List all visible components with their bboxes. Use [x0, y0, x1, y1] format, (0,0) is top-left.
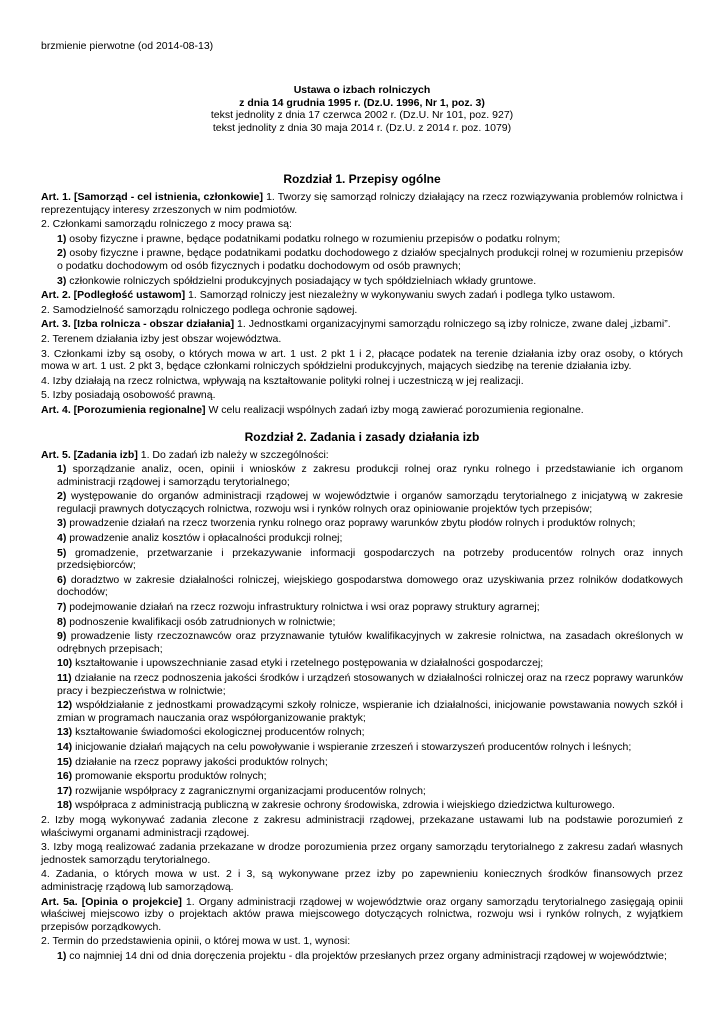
act-title: Ustawa o izbach rolniczych	[293, 84, 431, 96]
art3-ust4: 4. Izby działają na rzecz rolnictwa, wpływają na kształtowanie polityki rolnej i uczestniczą w jej realizacji.	[41, 374, 524, 387]
art1-point-1: 1) osoby fizyczne i prawne, będące podatnikami podatku rolnego w rozumieniu przepisów o podatku rolnym;	[57, 232, 561, 245]
art5-point-1: 1) sporządzanie analiz, ocen, opinii i wniosków z zakresu produkcji rolnej oraz rynku rolnego i przedstawianie ich organom administracji rządowej i samorządu terytorialnego;	[57, 463, 683, 488]
art5a-heading: Art. 5a. [Opinia o projekcie]	[41, 895, 182, 908]
art3-ust1: Art. 3. [Izba rolnicza - obszar działania] 1. Jednostkami organizacyjnymi samorządu rolniczego są izby rolnicze, zwane dalej „izbami”.	[41, 318, 671, 331]
art1-ust1: Art. 1. [Samorząd - cel istnienia, członkowie] 1. Tworzy się samorząd rolniczy działający na rzecz rozwiązywania problemów rolnictwa i reprezentujący interesy zrzeszonych w nim podmiotów.	[41, 191, 684, 216]
version-status: brzmienie pierwotne (od 2014-08-13)	[41, 40, 214, 52]
art1-heading: Art. 1. [Samorząd - cel istnienia, członkowie]	[41, 191, 264, 203]
art5-point-13: 13) kształtowanie świadomości ekologicznej producentów rolnych;	[57, 726, 365, 739]
art5-point-14: 14) inicjowanie działań mających na celu powoływanie i wspieranie zrzeszeń i stowarzyszeń producentów rolnych i leśnych;	[57, 740, 632, 753]
art5-point-3: 3) prowadzenie działań na rzecz tworzenia rynku rolnego oraz poprawy warunków zbytu płodów rolnych i produktów rolnych;	[57, 517, 636, 530]
art2-heading: Art. 2. [Podległość ustawom]	[41, 289, 186, 302]
art5a-point-1: 1) co najmniej 14 dni od dnia doręczenia projektu - dla projektów przesłanych przez organy administracji rządowej w województwie;	[57, 949, 667, 962]
act-header	[41, 84, 683, 134]
art5-ust2: 2. Izby mogą wykonywać zadania zlecone z zakresu administracji rządowej, przekazane ustawami lub na podstawie porozumień z właściwymi organami administracji rządowej.	[41, 813, 683, 839]
consolidated-text-1: tekst jednolity z dnia 17 czerwca 2002 r. (Dz.U. Nr 101, poz. 927)	[210, 109, 514, 122]
art3-ust3: 3. Członkami izby są osoby, o których mowa w art. 1 ust. 2 pkt 1 i 2, płacące podatek na terenie działania izby oraz osoby, o których mowa w art. 1 ust. 2 pkt 3, będące członkami rolniczych spółdzielni produkcyjnych, mających siedzibę na terenie działania izby.	[41, 347, 683, 373]
art2-ust1: Art. 2. [Podległość ustawom] 1. Samorząd rolniczy jest niezależny w wykonywaniu swych zadań i podlega tylko ustawom.	[41, 289, 616, 302]
art1-point-2: 2) osoby fizyczne i prawne, będące podatnikami podatku dochodowego z działów specjalnych produkcji rolnej w rozumieniu przepisów o podatku dochodowym od osób fizycznych i podatku dochodowym od osób prawnych;	[57, 247, 683, 272]
art5-point-15: 15) działanie na rzecz poprawy jakości produktów rolnych;	[57, 755, 328, 768]
art5-point-11: 11) działanie na rzecz podnoszenia jakości środków i urządzeń stosowanych w działalności rolniczej oraz na rzecz poprawy warunków pracy i bezpieczeństwa w rolnictwie;	[57, 672, 683, 697]
art1-point-3: 3) członkowie rolniczych spółdzielni produkcyjnych posiadający w tych spółdzielniach wkłady gruntowe.	[57, 274, 537, 287]
art5a-ust2: 2. Termin do przedstawienia opinii, o której mowa w ust. 1, wynosi:	[41, 935, 351, 948]
art5-point-7: 7) podejmowanie działań na rzecz rozwoju infrastruktury rolnictwa i wsi oraz poprawy struktury agrarnej;	[57, 601, 540, 614]
art2-ust2: 2. Samodzielność samorządu rolniczego podlega ochronie sądowej.	[41, 303, 358, 316]
art5-point-12: 12) współdziałanie z jednostkami prowadzącymi szkoły rolnicze, wspieranie ich działalności, inicjowanie powstawania nowych szkół i zmian w programach nauczania oraz współorganizowanie praktyk;	[57, 699, 683, 724]
art5-point-4: 4) prowadzenie analiz kosztów i opłacalności produkcji rolnej;	[57, 532, 343, 545]
document-body	[41, 172, 683, 964]
art5-point-10: 10) kształtowanie i upowszechnianie zasad etyki i rzetelnego postępowania w działalności gospodarczej;	[57, 657, 544, 670]
art3-ust2: 2. Terenem działania izby jest obszar województwa.	[41, 332, 282, 345]
act-date-line: z dnia 14 grudnia 1995 r. (Dz.U. 1996, Nr 1, poz. 3)	[239, 96, 485, 109]
art5-heading: Art. 5. [Zadania izb]	[41, 448, 138, 461]
art5-point-5: 5) gromadzenie, przetwarzanie i przekazywanie informacji gospodarczych na potrzeby producentów rolnych oraz innych przedsiębiorców;	[57, 546, 683, 572]
art1-ust2: 2. Członkami samorządu rolniczego z mocy prawa są:	[41, 218, 292, 231]
art4-text: Art. 4. [Porozumienia regionalne] W celu realizacji wspólnych zadań izby mogą zawierać porozumienia regionalne.	[41, 403, 584, 416]
art5-ust3: 3. Izby mogą realizować zadania przekazane w drodze porozumienia przez organy samorządu terytorialnego z zakresu zadań własnych jednostek samorządu terytorialnego.	[41, 841, 683, 866]
art5a-ust1: Art. 5a. [Opinia o projekcie] 1. Organy administracji rządowej w województwie oraz organy samorządu terytorialnego zasięgają opinii właściwej miejscowo izby o projektach aktów prawa miejscowego dotyczących rolnictwa, rozwoju wsi i rynków rolnych, z wyjątkiem przepisów porządkowych.	[41, 895, 683, 933]
art5-point-9: 9) prowadzenie listy rzeczoznawców oraz przyznawanie tytułów kwalifikacyjnych w zakresie rolnictwa, na zasadach określonych w odrębnych przepisach;	[57, 630, 683, 655]
art3-ust5: 5. Izby posiadają osobowość prawną.	[41, 389, 216, 402]
chapter-1-title: Rozdział 1. Przepisy ogólne	[283, 172, 441, 186]
chapter-2-title: Rozdział 2. Zadania i zasady działania izb	[244, 429, 480, 444]
art5-point-16: 16) promowanie eksportu produktów rolnych;	[57, 770, 267, 783]
art5-point-17: 17) rozwijanie współpracy z zagranicznymi organizacjami producentów rolnych;	[57, 784, 426, 797]
art5-point-2: 2) występowanie do organów administracji rządowej w województwie i organów samorządu terytorialnego z inicjatywą w zakresie regulacji prawnych dotyczących rolnictwa, rozwoju wsi i rynków rolnych oraz opiniowanie projektów tych przepisów;	[57, 490, 683, 515]
art5-ust1: Art. 5. [Zadania izb] 1. Do zadań izb należy w szczególności:	[41, 448, 329, 461]
art4-heading: Art. 4. [Porozumienia regionalne]	[41, 403, 206, 416]
art3-heading: Art. 3. [Izba rolnicza - obszar działania]	[41, 318, 235, 331]
art5-point-18: 18) współpraca z administracją publiczną w zakresie ochrony środowiska, zdrowia i wiejskiego dziedzictwa kulturowego.	[57, 799, 615, 812]
art5-ust4: 4. Zadania, o których mowa w ust. 2 i 3, są wykonywane przez izby po zapewnieniu koniecznych środków finansowych przez administrację rządową lub samorządową.	[41, 868, 683, 893]
art5-point-8: 8) podnoszenie kwalifikacji osób zatrudnionych w rolnictwie;	[57, 615, 336, 628]
art5-point-6: 6) doradztwo w zakresie działalności rolniczej, wiejskiego gospodarstwa domowego oraz uzyskiwania przez rolników dodatkowych dochodów;	[57, 573, 683, 599]
consolidated-text-2: tekst jednolity z dnia 30 maja 2014 r. (Dz.U. z 2014 r. poz. 1079)	[212, 121, 512, 134]
